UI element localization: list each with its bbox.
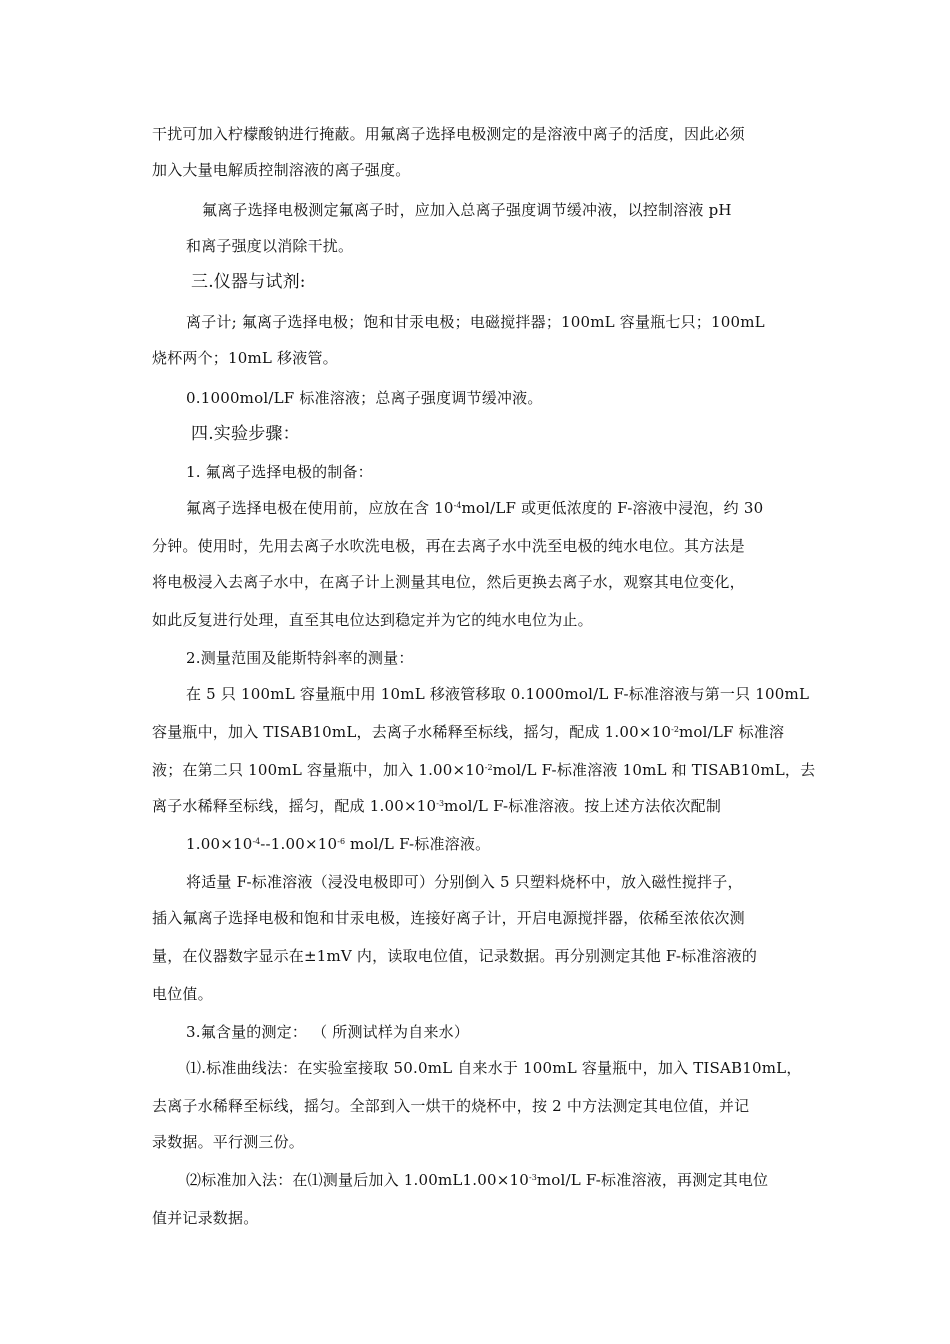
- section-heading: 三.仪器与试剂:: [191, 272, 306, 292]
- text-line: 在 5 只 100mL 容量瓶中用 10mL 移液管移取 0.1000mol/L F-标准溶液与第一只 100mL: [186, 685, 810, 703]
- text-line: 离子计; 氟离子选择电极；饱和甘汞电极；电磁搅拌器；100mL 容量瓶七只；100mL: [186, 313, 765, 331]
- text-line: ⑵标准加入法：在⑴测量后加入 $1.00mL1.00\times 10^{-3}mol/L$ F-标准溶液，再测定其电位: [186, 1171, 769, 1189]
- text-line: 插入氟离子选择电极和饱和甘汞电极，连接好离子计，开启电源搅拌器，依稀至浓依次测: [152, 909, 745, 927]
- text-line: 如此反复进行处理，直至其电位达到稳定并为它的纯水电位为止。: [152, 611, 593, 629]
- step-heading: 1. 氟离子选择电极的制备：: [186, 463, 373, 481]
- text-line: 烧杯两个；10mL 移液管。: [152, 349, 338, 367]
- text-line: 干扰可加入柠檬酸钠进行掩蔽。用氟离子选择电极测定的是溶液中离子的活度，因此必须: [152, 125, 745, 143]
- text-line: ⑴.标准曲线法：在实验室接取 50.0mL 自来水于 100mL 容量瓶中，加入 TISAB10mL，: [186, 1059, 802, 1077]
- text-line: 氟离子选择电极在使用前，应放在含 $10^{-4}mol/LF$ 或更低浓度的 F-溶液中浸泡，约 30: [186, 499, 764, 517]
- text-line: $1.00\times 10^{-4}--1.00\times 10^{-6}$ mol/L F-标准溶液。: [186, 835, 491, 853]
- text-line: 和离子强度以消除干扰。: [186, 237, 354, 255]
- text-line: 将电极浸入去离子水中，在离子计上测量其电位，然后更换去离子水，观察其电位变化，: [152, 573, 745, 591]
- step-heading: 3.氟含量的测定： （ 所测试样为自来水）: [186, 1023, 470, 1041]
- text-line: 录数据。平行测三份。: [152, 1133, 305, 1151]
- text-line: 氟离子选择电极测定氟离子时，应加入总离子强度调节缓冲液，以控制溶液 pH: [202, 201, 732, 219]
- text-line: 去离子水稀释至标线，摇匀。全部到入一烘干的烧杯中，按 2 中方法测定其电位值，并记: [152, 1097, 750, 1115]
- text-line: 离子水稀释至标线，摇匀，配成 $1.00\times 10^{-3}mol/L$ F-标准溶液。按上述方法依次配制: [152, 797, 722, 815]
- text-line: 量，在仪器数字显示在±1mV 内，读取电位值，记录数据。再分别测定其他 F-标准溶液的: [152, 947, 758, 965]
- section-heading: 四.实验步骤：: [191, 424, 300, 444]
- text-line: 将适量 F-标准溶液（浸没电极即可）分别倒入 5 只塑料烧杯中，放入磁性搅拌子，: [186, 873, 743, 891]
- text-line: 液；在第二只 100mL 容量瓶中，加入 $1.00\times 10^{-2}mol/L$ F-标准溶液 10mL 和 TISAB10mL，去: [152, 761, 816, 779]
- text-line: 值并记录数据。: [152, 1209, 259, 1227]
- text-line: 容量瓶中，加入 TISAB10mL，去离子水稀释至标线，摇匀，配成 $1.00\times 10^{-2}mol/LF$ 标准溶: [152, 723, 785, 741]
- text-line: 分钟。使用时，先用去离子水吹洗电极，再在去离子水中洗至电极的纯水电位。其方法是: [152, 537, 745, 555]
- step-heading: 2.测量范围及能斯特斜率的测量：: [186, 649, 414, 667]
- text-line: 0.1000mol/LF 标准溶液；总离子强度调节缓冲液。: [186, 389, 543, 407]
- text-line: 电位值。: [152, 985, 213, 1003]
- text-line: 加入大量电解质控制溶液的离子强度。: [152, 161, 411, 179]
